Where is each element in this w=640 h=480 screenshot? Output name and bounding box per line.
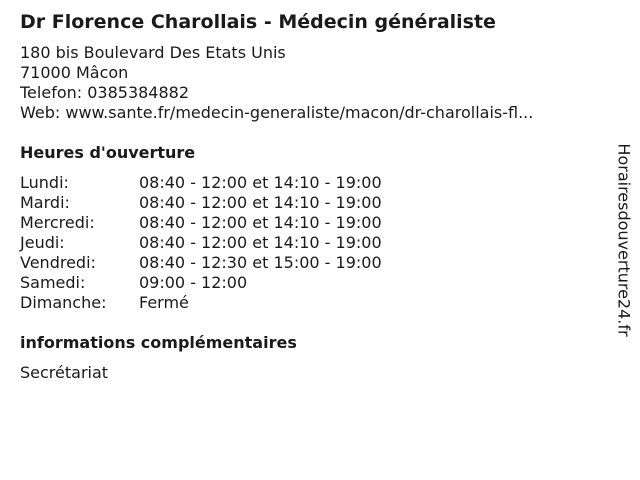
hours-time: 08:40 - 12:00 et 14:10 - 19:00 — [139, 173, 382, 192]
info-heading: informations complémentaires — [20, 333, 297, 352]
opening-hours-table — [20, 173, 600, 313]
hours-day: Dimanche: — [20, 293, 107, 312]
hours-time: 08:40 - 12:30 et 15:00 - 19:00 — [139, 253, 382, 272]
phone-number: Telefon: 0385384882 — [20, 83, 190, 102]
hours-time: 08:40 - 12:00 et 14:10 - 19:00 — [139, 233, 382, 252]
hours-row-jeudi — [20, 233, 600, 253]
hours-row-vendredi — [20, 253, 600, 273]
hours-day: Mercredi: — [20, 213, 95, 232]
hours-day: Vendredi: — [20, 253, 96, 272]
address-street: 180 bis Boulevard Des Etats Unis — [20, 43, 286, 62]
hours-day: Lundi: — [20, 173, 69, 192]
hours-day: Samedi: — [20, 273, 86, 292]
hours-row-samedi — [20, 273, 600, 293]
hours-heading: Heures d'ouverture — [20, 143, 196, 162]
hours-row-mercredi — [20, 213, 600, 233]
hours-time: Fermé — [139, 293, 189, 312]
hours-row-lundi — [20, 173, 600, 193]
hours-time: 08:40 - 12:00 et 14:10 - 19:00 — [139, 193, 382, 212]
hours-day: Mardi: — [20, 193, 70, 212]
website-url: Web: www.sante.fr/medecin-generaliste/macon/dr-charollais-fl... — [20, 103, 534, 122]
hours-row-mardi — [20, 193, 600, 213]
hours-day: Jeudi: — [20, 233, 65, 252]
page-title: Dr Florence Charollais - Médecin généraliste — [20, 11, 496, 33]
business-card — [20, 9, 600, 383]
hours-time: 09:00 - 12:00 — [139, 273, 248, 292]
hours-time: 08:40 - 12:00 et 14:10 - 19:00 — [139, 213, 382, 232]
hours-row-dimanche — [20, 293, 600, 313]
address-city: 71000 Mâcon — [20, 63, 129, 82]
info-text: Secrétariat — [20, 363, 109, 382]
brand-watermark: Horairesdouverture24.fr — [614, 143, 634, 337]
address-block — [20, 43, 600, 123]
